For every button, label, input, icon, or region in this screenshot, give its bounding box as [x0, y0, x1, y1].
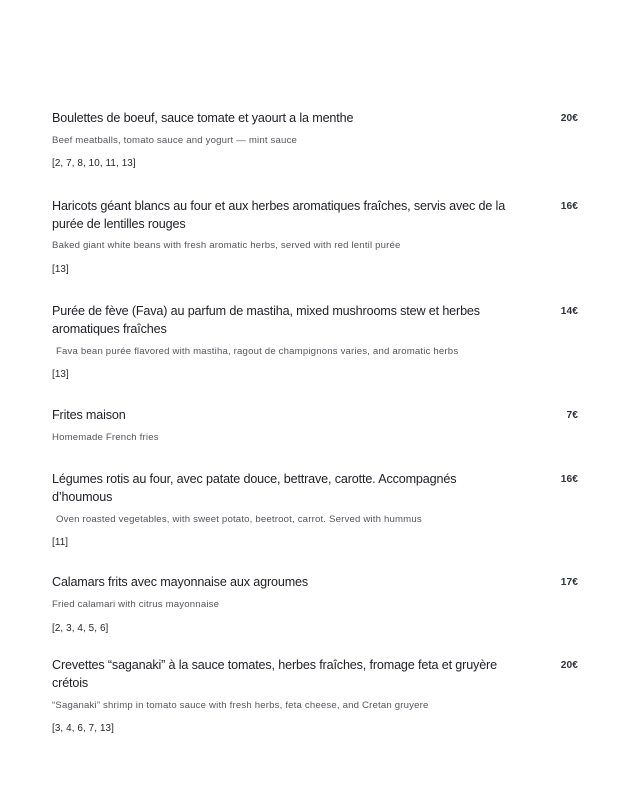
menu-item-header [52, 110, 578, 128]
menu-item-allergens: [13] [52, 263, 69, 275]
menu-item-title: Haricots géant blancs au four et aux herbes aromatiques fraîches, servis avec de la purée de lentilles rouges [52, 198, 506, 231]
menu-item-allergens: [2, 7, 8, 10, 11, 13] [52, 158, 136, 170]
menu-item-title: Calamars frits avec mayonnaise aux agroumes [52, 575, 309, 590]
menu-item-allergens: [13] [52, 369, 69, 381]
menu-item [52, 657, 578, 737]
menu-item-header [52, 407, 578, 425]
menu-item-description: Fava bean purée flavored with mastiha, ragout de champignons varies, and aromatic herbs [56, 345, 459, 357]
menu-item-header [52, 574, 578, 592]
menu-item [52, 303, 578, 383]
menu-item [52, 110, 578, 172]
menu-item-description: Beef meatballs, tomato sauce and yogurt — mint sauce [52, 134, 298, 146]
menu-item-description: Homemade French fries [52, 431, 159, 443]
menu-item-price: 20€ [560, 660, 578, 672]
menu-item-price: 20€ [560, 113, 578, 124]
menu-item-title: Légumes rotis au four, avec patate douce, bettrave, carotte. Accompagnés d’houmous [52, 471, 457, 504]
menu-item [52, 407, 578, 445]
menu-item-price: 16€ [560, 200, 578, 212]
menu-item-description: Oven roasted vegetables, with sweet potato, beetroot, carrot. Served with hummus [56, 513, 422, 525]
menu-item [52, 574, 578, 636]
menu-item-title: Frites maison [52, 407, 126, 422]
menu-item-header [52, 471, 578, 507]
menu-item-description: “Saganaki” shrimp in tomato sauce with fresh herbs, feta cheese, and Cretan gruyere [52, 699, 429, 711]
menu-item-price: 7€ [566, 409, 578, 421]
menu-item-list [52, 110, 578, 737]
menu-item-description: Fried calamari with citrus mayonnaise [52, 599, 220, 611]
menu-item-allergens: [2, 3, 4, 5, 6] [52, 622, 109, 634]
menu-item-header [52, 198, 578, 234]
menu-item-price: 14€ [560, 306, 578, 318]
menu-item [52, 471, 578, 551]
menu-item-allergens: [3, 4, 6, 7, 13] [52, 723, 114, 735]
menu-item-title: Boulettes de boeuf, sauce tomate et yaourt a la menthe [52, 111, 354, 125]
menu-item-title: Crevettes “saganaki” à la sauce tomates, herbes fraîches, fromage feta et gruyère crétois [52, 658, 497, 690]
menu-item-header [52, 303, 578, 339]
menu-item-title: Purée de fève (Fava) au parfum de mastiha, mixed mushrooms stew et herbes aromatiques fraîches [52, 304, 480, 336]
menu-item-header [52, 657, 578, 693]
menu-item [52, 198, 578, 278]
menu-item-description: Baked giant white beans with fresh aromatic herbs, served with red lentil purée [52, 240, 401, 252]
menu-item-price: 17€ [560, 577, 578, 589]
menu-item-allergens: [11] [52, 537, 69, 549]
menu-item-price: 16€ [560, 473, 578, 485]
